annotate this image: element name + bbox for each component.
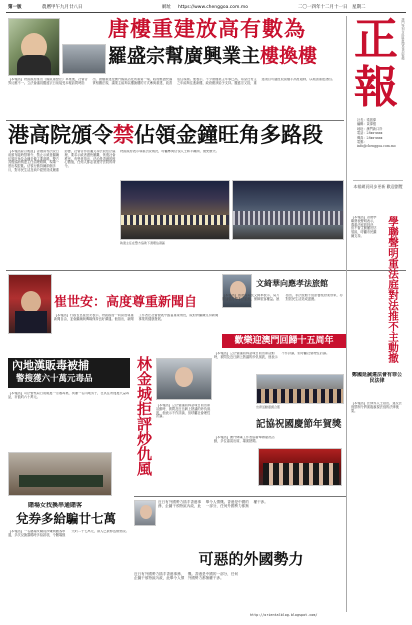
masthead-promo: 本報網頁同步更新 歡迎瀏覽 — [353, 180, 403, 206]
hk-photo-left — [120, 180, 230, 240]
gamble-body: 【本報訊】一名賭場女職員涉嫌與賭客串通，多次兌換籌碼時多給款項，令賭場損失約二十七萬元，兩人已被移送檢察院。 — [8, 530, 129, 537]
hk-headline-pre: 港高院頒令 — [8, 123, 113, 147]
memo-headline: 記協祝國慶節年賀獎 — [256, 419, 342, 430]
info-line: 傳真：28xx-xxxx — [357, 135, 383, 140]
logo-char-1: 正 — [354, 16, 398, 64]
hk-body: 【本報訊綜合報道】香港高等法院日前頒布臨時禁制令，禁止示威者繼續佔領旺角及金鐘多條主要道路。警方其後協助執達主任清理路障，現場一度出現混亂。佔領行動持續兩個多月，對市民生活及商戶經營造成嚴重影響，社會各界普遍支持法院依法處理，要求示威者盡快撤離，恢復社會秩序。有學者指出，法治是香港的核心價值，任何人都必須遵守法院的命令。 — [8, 150, 116, 172]
smuggler-body: 【本報訊】司法警察局日前破獲一宗販毒案，拘捕一名內地男子，在其住所搜獲大量毒品，市值約六十萬元。 — [8, 392, 130, 399]
cui-body: 【本報訊】行政長官崔世安表示，特區政府一向高度尊重新聞自由，並會繼續與傳媒保持良好溝通。他指出，新聞工作者在社會發展中擔當重要角色，政府將繼續支持新聞事業的健康發展。 — [54, 314, 219, 321]
editorial-body-2: 近日有外國勢力插手香港事務，企圖干預特區內政，此舉令人憤慨。香港是中國的一部分，任何外國勢力都無權干涉。 — [134, 572, 239, 581]
wen-headline: 文綺華向應孝法旅館 — [256, 279, 328, 288]
gamble-headline: 兌券多給騙廿七萬 — [16, 511, 117, 526]
lead-photo — [8, 18, 60, 76]
lead-subheadline — [108, 44, 342, 68]
page-number: 第一版 — [8, 5, 22, 10]
site-label: 網址 — [162, 5, 171, 10]
info-line: 社長：梁振偉 — [357, 118, 377, 122]
smuggler-headline: 內地漢販毒被捕 — [12, 359, 89, 372]
memo-photo-caption: 出席活動嘉賓合照 — [256, 405, 281, 409]
lin-body: 【本報訊】立法會議員林金城日前出席活動時，被問及近日網上熱議的炒仇風波，他表示不作評論，但呼籲社會理性討論。 — [156, 404, 211, 419]
editorial-photo — [134, 500, 156, 526]
lead-sub-hl: 樓換樓 — [260, 45, 318, 67]
wen-body: 【本報訊】旅遊局局長文綺華表示，局方將加強打擊非法旅館，保障旅客權益。她指出，非法旅館不但影響旅遊業形象，亦對居民生活造成滋擾。 — [222, 294, 343, 301]
right-body: 【本報訊】香港學聯發表聲明表示，尊重法庭的判決，但不會主動撤出佔領區，呼籲市民繼續支持。 — [351, 216, 377, 238]
mid-column-body: 【本報訊】立法會議員林金城日前出席活動時，被問及近日網上熱議的炒仇風波，他表示不作評論，但呼籲社會理性討論。 — [214, 352, 330, 359]
info-line: 編輯：黃偉強 — [357, 122, 377, 127]
lead-photo-mini — [62, 44, 106, 74]
right-sub-body: 【本報訊】法律界人士指出，違反法庭禁制令將面臨藐視法庭的法律後果。 — [351, 402, 402, 413]
hk-headline — [8, 122, 344, 148]
issue-date: 二〇一四年十二月十一日 星期二 — [298, 5, 366, 10]
gamble-kicker: 賭場女找換串通賭客 — [28, 502, 83, 509]
vertical-headline: 學聯聲明重法庭對法推不主動撤 — [387, 216, 399, 363]
smuggler-photo — [8, 452, 112, 496]
editorial-headline: 可惡的外國勢力 — [198, 550, 304, 568]
hk-photo-caption: 執達主任在警方協助下清理佔領區 — [120, 241, 166, 245]
editorial-body: 近日有外國勢力插手香港事務，企圖干預特區內政，此舉令人憤慨。香港是中國的一部分，任何外國勢力都無權干涉。 — [158, 500, 268, 509]
masthead — [346, 16, 406, 212]
memo-body: 【本報訊】澳門傳媒工作者協會舉辦慶祝活動，多位嘉賓出席，場面熱鬧。 — [214, 436, 275, 443]
cui-photo — [8, 274, 52, 334]
hk-photo-right — [232, 180, 344, 240]
smuggler-subheadline: 警搜獲六十萬元毒品 — [16, 374, 93, 384]
lead-headline: 唐樓重建放高有數為 — [108, 17, 306, 41]
blog-link[interactable]: http://orientalblog.blogspot.com/ — [250, 613, 318, 617]
site-url[interactable]: https://www.chenggoa.com.mo — [178, 5, 248, 10]
lin-headline: 林金城拒評炒仇風 — [135, 356, 153, 476]
lead-body: 【本報訊】特區政府推出《舊區重整法》草案後，社會各界反應不一。立法會議員羅盛宗日前接受本報訪問時指出，唐樓重建是澳門舊區活化的重要一環，政府應盡快落實相關法規，讓業主能夠以樓換樓的方式參與重建，改善居住環境。他表示，不少唐樓業主年事已高，希望在有生之年能夠住進新樓，政府應該給予支持。羅盛宗又指，重建項目可適度放寬樓宇高度限制，以增加重建誘因。 — [8, 78, 335, 85]
lead-sub-mid: 廣興業主 — [184, 45, 261, 67]
lunar-date: 農曆甲午九月廿八日 — [42, 5, 83, 10]
header-bar — [6, 3, 406, 13]
info-line: 電郵：info@chenggoa.com.mo — [357, 140, 396, 149]
masthead-info — [357, 118, 403, 174]
hk-headline-post: 佔領金鐘旺角多路段 — [134, 123, 323, 147]
lin-photo — [156, 358, 212, 400]
memo-photo-2 — [258, 448, 342, 486]
info-line: 地址：澳門新口岸 — [357, 126, 383, 131]
info-line: 電話：28xx-xxxx — [357, 131, 383, 136]
masthead-side-notes: 澳門特別行政區新聞局登記號碼 — [401, 18, 405, 60]
smuggler-headline-box — [8, 358, 130, 388]
lead-sub-pre: 羅盛宗幫 — [108, 45, 185, 67]
right-sub-note: 鄭國延誡違法會有罪公民法律 — [351, 372, 402, 384]
cui-headline: 崔世安：高度尊重新聞自 — [54, 295, 198, 310]
right-column — [346, 212, 406, 612]
memo-photo — [256, 374, 344, 404]
bravo-headline: 歡樂迎澳門回歸十五周年 — [222, 334, 346, 348]
logo-char-2: 報 — [354, 64, 398, 112]
hk-side-body: 特區政府表示尊重法院裁決，呼籲參與佔領人士和平離開，避免衝突。 — [120, 150, 219, 153]
hk-headline-hl: 禁 — [113, 123, 134, 147]
